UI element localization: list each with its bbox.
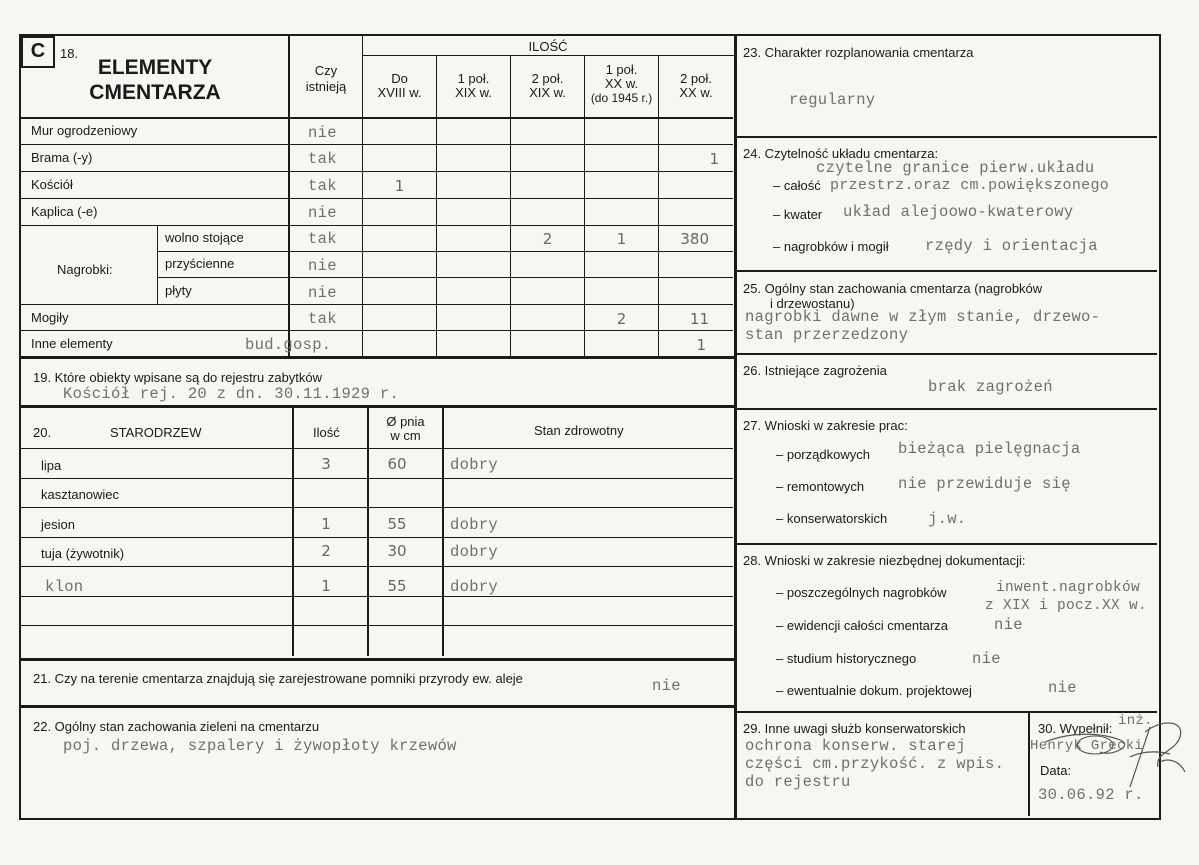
row-label-tombstones: Nagrobki: xyxy=(57,262,113,277)
value-graves-1xx: 2 xyxy=(616,310,627,328)
col-header-2-xix: 2 poł. XIX w. xyxy=(529,71,566,100)
tree-row-health: dobry xyxy=(450,578,499,596)
tree-row-qty: 2 xyxy=(321,542,331,560)
sec28-records-value: nie xyxy=(994,616,1023,634)
sec28-design-value: nie xyxy=(1048,679,1077,697)
sec24-quarters-label: – kwater xyxy=(773,207,823,222)
sec28-tombs-label: – poszczególnych nagrobków xyxy=(776,585,947,600)
col-header-2-xx: 2 poł. XX w. xyxy=(679,71,713,100)
sec25-value-2: stan przerzedzony xyxy=(745,326,909,344)
sec30-name-2: Henryk Grecki xyxy=(1030,738,1144,754)
tree-row-name: kasztanowiec xyxy=(41,487,120,502)
tree-row-qty: 1 xyxy=(321,577,331,595)
sec28-label: 28. Wnioski w zakresie niezbędnej dokumentacji: xyxy=(743,553,1026,568)
col-header-xviii: Do XVIII w. xyxy=(377,71,422,100)
value-slabs-exists: nie xyxy=(308,284,337,302)
sec21-label: 21. Czy na terenie cmentarza znajdują się zarejestrowane pomniki przyrody ew. aleje xyxy=(33,671,523,686)
row-label-graves: Mogiły xyxy=(31,310,69,325)
sec30-label: 30. Wypełnił: xyxy=(1038,721,1113,736)
tree-row-name: jesion xyxy=(41,517,75,532)
sec21-value: nie xyxy=(652,677,681,695)
sec27-renovation-value: nie przewiduje się xyxy=(898,475,1071,493)
sec29-label: 29. Inne uwagi służb konserwatorskich xyxy=(743,721,966,736)
sec27-conservation-value: j.w. xyxy=(928,510,967,528)
section-letter-box: C xyxy=(21,36,55,68)
sec24-quarters-value: układ alejoowo-kwaterowy xyxy=(843,203,1074,221)
value-wall-exists: nie xyxy=(308,124,337,142)
row-label-wall-mounted: przyścienne xyxy=(165,256,235,271)
col-header-1-xix: 1 poł. XIX w. xyxy=(455,71,492,100)
sec29-value-3: do rejestru xyxy=(745,773,851,791)
sec19-label: 19. Które obiekty wpisane są do rejestru zabytków xyxy=(33,370,323,385)
sec23-label: 23. Charakter rozplanowania cmentarza xyxy=(743,45,974,60)
sec25-label-1: 25. Ogólny stan zachowania cmentarza (nagrobków xyxy=(743,281,1043,296)
tree-row-name: lipa xyxy=(41,458,62,473)
value-graves-exists: tak xyxy=(308,310,337,328)
sec26-value: brak zagrożeń xyxy=(928,378,1053,396)
value-chapel-exists: nie xyxy=(308,204,337,222)
sec19-value: Kościół rej. 20 z dn. 30.11.1929 r. xyxy=(63,385,400,403)
sec20-col-quantity: Ilość xyxy=(313,425,340,440)
sec22-value: poj. drzewa, szpalery i żywopłoty krzewów xyxy=(63,737,457,755)
tree-row-qty: 1 xyxy=(321,515,331,533)
row-label-chapel: Kaplica (-e) xyxy=(31,204,98,219)
value-gate-exists: tak xyxy=(308,150,337,168)
sec18-number: 18. xyxy=(60,46,79,61)
value-other-2xx: 1 xyxy=(696,336,706,354)
sec28-records-label: – ewidencji całości cmentarza xyxy=(776,618,948,633)
sec25-value-1: nagrobki dawne w złym stanie, drzewo- xyxy=(745,308,1101,326)
tree-row-diameter: 55 xyxy=(387,577,407,595)
sec20-col-diameter: Ø pnia w cm xyxy=(386,414,425,443)
tree-row-name: tuja (żywotnik) xyxy=(41,546,125,561)
sec29-value-1: ochrona konserw. starej xyxy=(745,737,966,755)
sec28-tombs-value-2: z XIX i pocz.XX w. xyxy=(985,598,1148,614)
row-label-church: Kościół xyxy=(31,177,73,192)
sec20-number: 20. xyxy=(33,425,52,440)
sec27-label: 27. Wnioski w zakresie prac: xyxy=(743,418,908,433)
row-label-other: Inne elementy xyxy=(31,336,113,351)
sec24-graves-value: rzędy i orientacja xyxy=(925,237,1098,255)
sec25-label-2: i drzewostanu) xyxy=(770,296,855,311)
value-gate-2xx: 1 xyxy=(709,150,719,168)
sec27-renovation-label: – remontowych xyxy=(776,479,865,494)
value-other-exists: bud.gosp. xyxy=(245,336,332,354)
value-church-xviii: 1 xyxy=(394,177,405,195)
sec30-date-value: 30.06.92 r. xyxy=(1038,786,1144,804)
sec20-title: STARODRZEW xyxy=(110,425,202,440)
sec28-study-value: nie xyxy=(972,650,1001,668)
value-freestanding-2xx: 380 xyxy=(680,230,709,248)
tree-row-diameter: 30 xyxy=(387,542,407,560)
sec24-whole-value-2: przestrz.oraz cm.powiększonego xyxy=(830,177,1110,194)
sec24-whole-label: – całość xyxy=(773,178,821,193)
tree-row-health: dobry xyxy=(450,516,499,534)
value-church-exists: tak xyxy=(308,177,337,195)
value-freestanding-1xx: 1 xyxy=(616,230,627,248)
sec20-col-health: Stan zdrowotny xyxy=(534,423,624,438)
sec24-label: 24. Czytelność układu cmentarza: xyxy=(743,146,939,161)
col-header-exists: Czy istnieją xyxy=(305,63,347,94)
sec24-whole-value-1: czytelne granice pierw.układu xyxy=(816,159,1095,177)
col-header-1-xx: 1 poł. XX w. (do 1945 r.) xyxy=(590,62,653,105)
tree-row-health: dobry xyxy=(450,456,499,474)
sec18-title: ELEMENTY CMENTARZA xyxy=(89,56,221,104)
sec20-frame xyxy=(19,406,737,660)
row-label-freestanding: wolno stojące xyxy=(165,230,244,245)
sec27-conservation-label: – konserwatorskich xyxy=(776,511,888,526)
sec27-cleaning-label: – porządkowych xyxy=(776,447,870,462)
sec30-name-1: inż. xyxy=(1118,713,1153,729)
row-label-wall: Mur ogrodzeniowy xyxy=(31,123,138,138)
sec26-label: 26. Istniejące zagrożenia xyxy=(743,363,887,378)
sec30-date-label: Data: xyxy=(1040,763,1072,778)
tree-row-diameter: 55 xyxy=(387,515,407,533)
value-freestanding-2xix: 2 xyxy=(542,230,553,248)
tree-row-qty: 3 xyxy=(321,455,331,473)
value-freestanding-exists: tak xyxy=(308,230,337,248)
sec24-graves-label: – nagrobków i mogił xyxy=(773,239,889,254)
value-graves-2xx: 11 xyxy=(689,310,709,328)
tree-row-name: klon xyxy=(45,578,84,596)
sec27-cleaning-value: bieżąca pielęgnacja xyxy=(898,440,1081,458)
sec28-design-label: – ewentualnie dokum. projektowej xyxy=(776,683,972,698)
value-wall-mounted-exists: nie xyxy=(308,257,337,275)
sec22-label: 22. Ogólny stan zachowania zieleni na cmentarzu xyxy=(33,719,320,734)
sec29-value-2: części cm.przykość. z wpis. xyxy=(745,755,1005,773)
tree-row-diameter: 60 xyxy=(387,455,407,473)
signature-icon xyxy=(1040,712,1190,792)
tree-row-health: dobry xyxy=(450,543,499,561)
col-header-quantity: ILOŚĆ xyxy=(528,39,568,54)
row-label-slabs: płyty xyxy=(165,283,192,298)
sec23-value: regularny xyxy=(789,91,876,109)
sec28-study-label: – studium historycznego xyxy=(776,651,917,666)
sec28-tombs-value-1: inwent.nagrobków xyxy=(996,580,1141,596)
row-label-gate: Brama (-y) xyxy=(31,150,93,165)
